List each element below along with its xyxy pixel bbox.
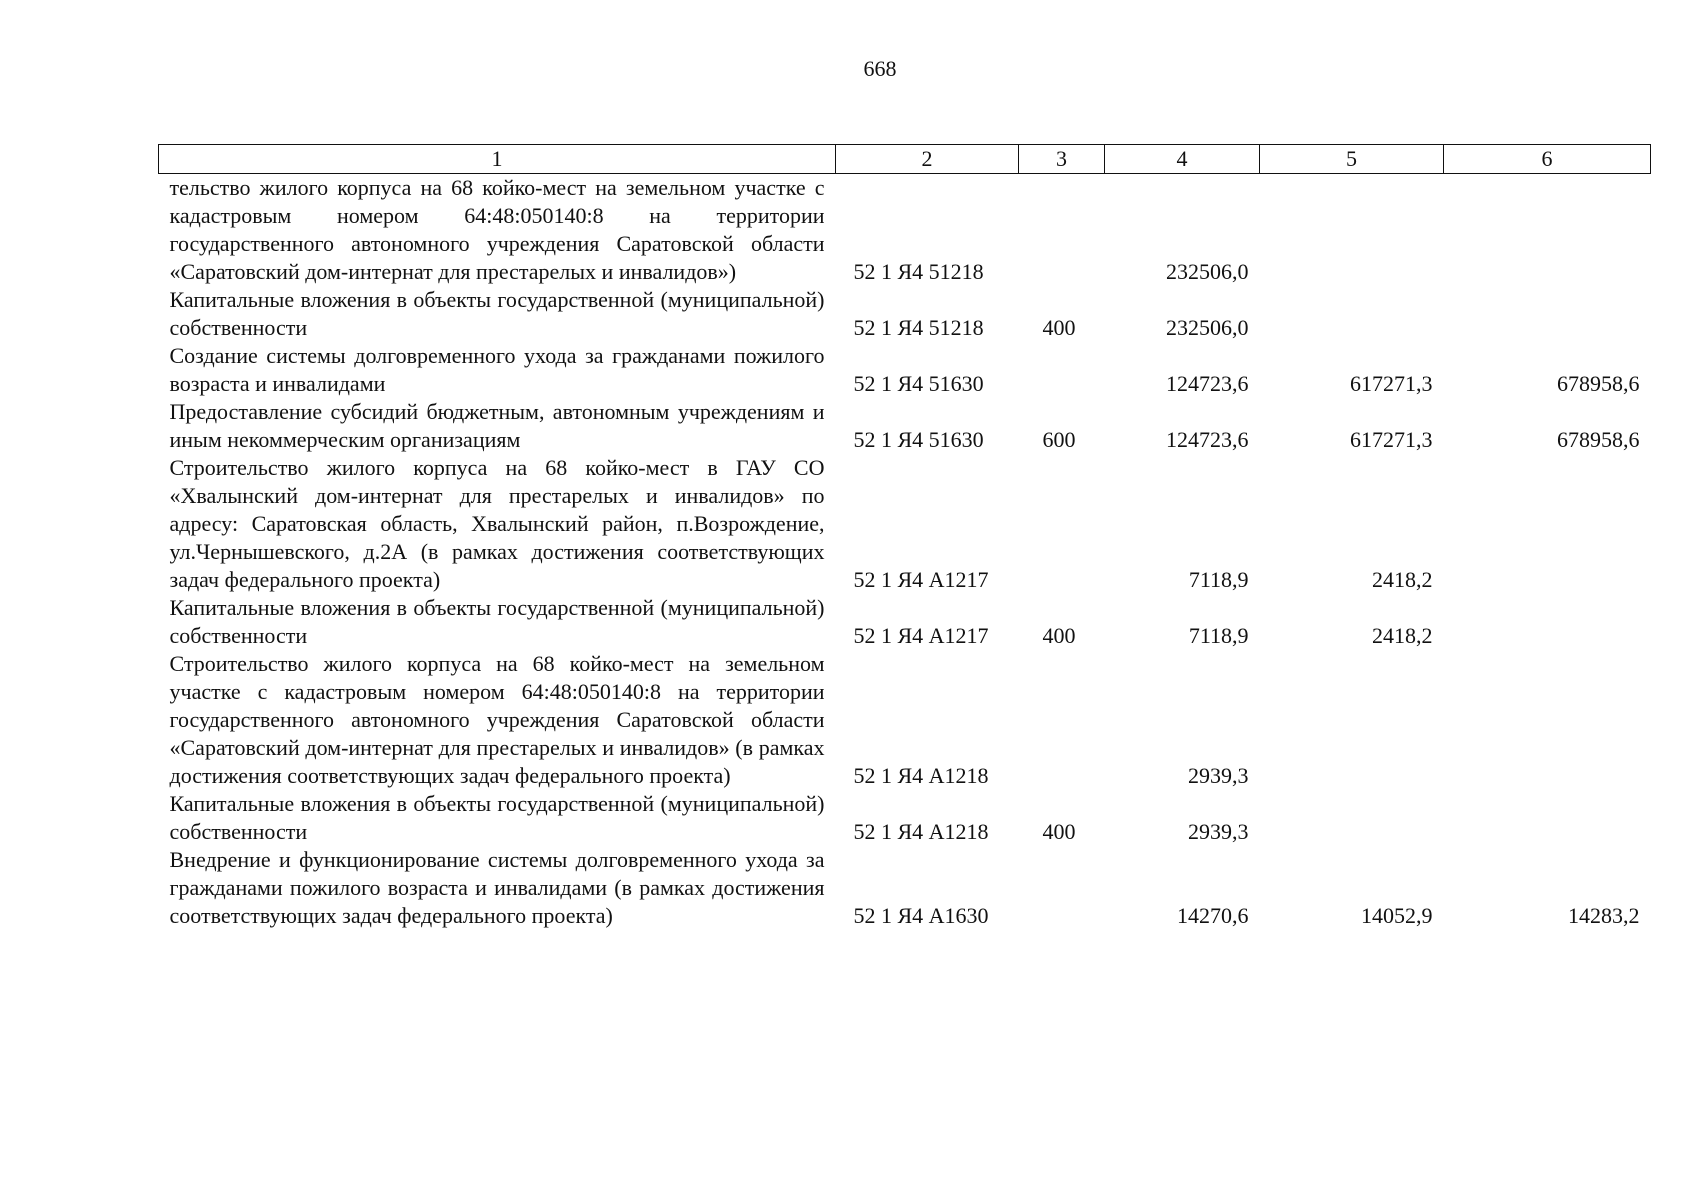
amount-col-4: 232506,0 xyxy=(1166,259,1249,284)
target-article-code: 52 1 Я4 А1217 xyxy=(853,567,989,592)
table-body xyxy=(159,174,1651,931)
item-name: Строительство жилого корпуса на 68 койко-мест в ГАУ СО «Хвалынский дом-интернат для престарелых и инвалидов» по адресу: Саратовская область, Хвалынский район, п.Возрождение, ул.Чернышевского, д.2А (в рамках достижения соответствующих задач федерального проекта) xyxy=(169,455,825,592)
amount-col-5: 617271,3 xyxy=(1350,427,1433,452)
amount-col-5: 617271,3 xyxy=(1350,371,1433,396)
target-article-code: 52 1 Я4 51218 xyxy=(853,315,984,340)
amount-col-6 xyxy=(1444,594,1651,650)
item-name: Предоставление субсидий бюджетным, автономным учреждениям и иным некоммерческим организациям xyxy=(169,399,825,452)
expense-type-code: 600 xyxy=(1042,427,1076,452)
amount-col-4: 14270,6 xyxy=(1177,903,1249,928)
amount-col-6 xyxy=(1444,790,1651,846)
amount-col-4: 7118,9 xyxy=(1188,623,1249,648)
header-col-6: 6 xyxy=(1444,145,1651,174)
header-col-1: 1 xyxy=(159,145,836,174)
expense-type-code xyxy=(1019,454,1105,594)
budget-table xyxy=(158,144,1651,930)
amount-col-5 xyxy=(1260,286,1444,342)
header-row xyxy=(159,145,1651,174)
table-row xyxy=(159,398,1651,454)
amount-col-5 xyxy=(1260,650,1444,790)
table-row xyxy=(159,174,1651,287)
target-article-code: 52 1 Я4 51630 xyxy=(853,427,984,452)
amount-col-6: 678958,6 xyxy=(1557,427,1640,452)
amount-col-6 xyxy=(1444,454,1651,594)
expense-type-code xyxy=(1019,846,1105,930)
amount-col-4: 7118,9 xyxy=(1188,567,1249,592)
amount-col-5: 2418,2 xyxy=(1372,567,1433,592)
amount-col-4: 124723,6 xyxy=(1166,371,1249,396)
amount-col-6 xyxy=(1444,286,1651,342)
amount-col-5: 2418,2 xyxy=(1372,623,1433,648)
target-article-code: 52 1 Я4 51218 xyxy=(853,259,984,284)
target-article-code: 52 1 Я4 А1630 xyxy=(853,903,989,928)
table-header xyxy=(159,145,1651,174)
amount-col-6: 14283,2 xyxy=(1568,903,1640,928)
amount-col-4: 2939,3 xyxy=(1188,819,1249,844)
table-row xyxy=(159,286,1651,342)
expense-type-code: 400 xyxy=(1042,623,1076,648)
table-row xyxy=(159,846,1651,930)
table-row xyxy=(159,454,1651,594)
header-col-5: 5 xyxy=(1260,145,1444,174)
target-article-code: 52 1 Я4 51630 xyxy=(853,371,984,396)
amount-col-5: 14052,9 xyxy=(1361,903,1433,928)
amount-col-6 xyxy=(1444,174,1651,287)
amount-col-4: 2939,3 xyxy=(1188,763,1249,788)
item-name: Капитальные вложения в объекты государственной (муниципальной) собственности xyxy=(169,791,825,844)
item-name: Внедрение и функционирование системы долговременного ухода за гражданами пожилого возраста и инвалидами (в рамках достижения соответствующих задач федерального проекта) xyxy=(169,847,825,928)
table-row xyxy=(159,342,1651,398)
header-col-3: 3 xyxy=(1019,145,1105,174)
target-article-code: 52 1 Я4 А1218 xyxy=(853,763,989,788)
target-article-code: 52 1 Я4 А1217 xyxy=(853,623,989,648)
amount-col-4: 124723,6 xyxy=(1166,427,1249,452)
item-name: Создание системы долговременного ухода за гражданами пожилого возраста и инвалидами xyxy=(169,343,825,396)
amount-col-6: 678958,6 xyxy=(1557,371,1640,396)
amount-col-5 xyxy=(1260,790,1444,846)
target-article-code: 52 1 Я4 А1218 xyxy=(853,819,989,844)
item-name: Капитальные вложения в объекты государственной (муниципальной) собственности xyxy=(169,595,825,648)
item-name: Капитальные вложения в объекты государственной (муниципальной) собственности xyxy=(169,287,825,340)
item-name: тельство жилого корпуса на 68 койко-мест на земельном участке с кадастровым номером 64:48:050140:8 на территории государственного автономного учреждения Саратовской области «Саратовский дом-интернат для престарелых и инвалидов») xyxy=(169,175,825,284)
header-col-2: 2 xyxy=(836,145,1019,174)
expense-type-code: 400 xyxy=(1042,315,1076,340)
expense-type-code xyxy=(1019,650,1105,790)
table-row xyxy=(159,790,1651,846)
expense-type-code: 400 xyxy=(1042,819,1076,844)
amount-col-5 xyxy=(1260,174,1444,287)
table-row xyxy=(159,594,1651,650)
page-number: 668 xyxy=(863,56,897,81)
amount-col-4: 232506,0 xyxy=(1166,315,1249,340)
header-col-4: 4 xyxy=(1105,145,1260,174)
expense-type-code xyxy=(1019,174,1105,287)
amount-col-6 xyxy=(1444,650,1651,790)
table-row xyxy=(159,650,1651,790)
expense-type-code xyxy=(1019,342,1105,398)
item-name: Строительство жилого корпуса на 68 койко-мест на земельном участке с кадастровым номером 64:48:050140:8 на территории государственного автономного учреждения Саратовской области «Саратовский дом-интернат для престарелых и инвалидов» (в рамках достижения соответствующих задач федерального проекта) xyxy=(169,651,825,788)
